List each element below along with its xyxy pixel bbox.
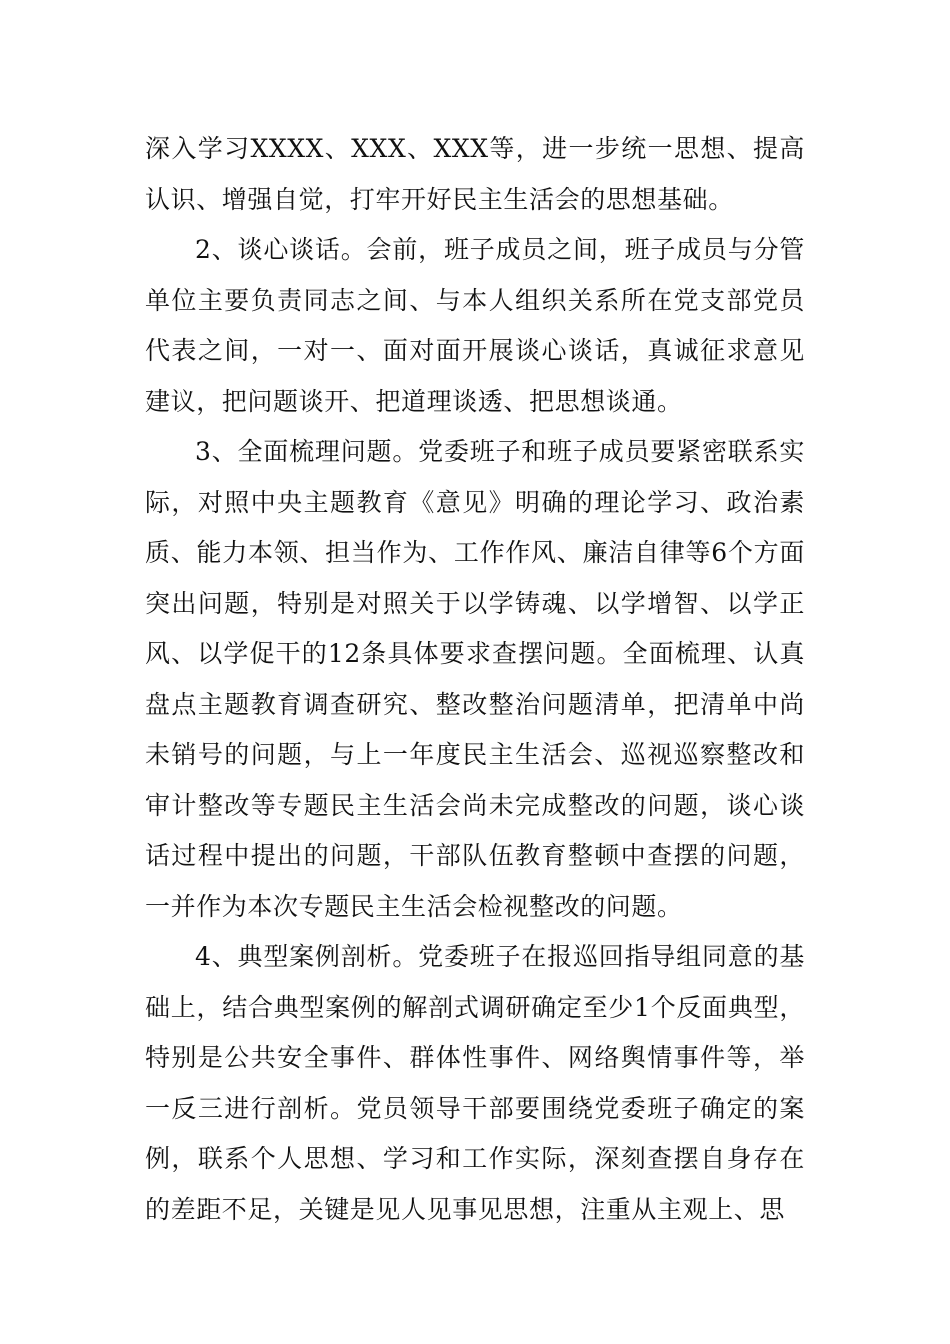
document-body <box>145 124 805 1235</box>
paragraph-typical-case-analysis: 4、典型案例剖析。党委班子在报巡回指导组同意的基础上，结合典型案例的解剖式调研确定至少1个反面典型，特别是公共安全事件、群体性事件、网络舆情事件等，举一反三进行剖析。党员领导干部要围绕党委班子确定的案例，联系个人思想、学习和工作实际，深刻查摆自身存在的差距不足，关键是见人见事见思想，注重从主观上、思 <box>145 942 805 1224</box>
paragraph-sort-out-problems: 3、全面梳理问题。党委班子和班子成员要紧密联系实际，对照中央主题教育《意见》明确的理论学习、政治素质、能力本领、担当作为、工作作风、廉洁自律等6个方面突出问题，特别是对照关于以学铸魂、以学增智、以学正风、以学促干的12条具体要求查摆问题。全面梳理、认真盘点主题教育调查研究、整改整治问题清单，把清单中尚未销号的问题，与上一年度民主生活会、巡视巡察整改和审计整改等专题民主生活会尚未完成整改的问题，谈心谈话过程中提出的问题，干部队伍教育整顿中查摆的问题，一并作为本次专题民主生活会检视整改的问题。 <box>145 437 805 921</box>
paragraph-continuation: 深入学习XXXX、XXX、XXX等，进一步统一思想、提高认识、增强自觉，打牢开好民主生活会的思想基础。 <box>145 134 805 214</box>
paragraph-heart-to-heart-talks: 2、谈心谈话。会前，班子成员之间，班子成员与分管单位主要负责同志之间、与本人组织关系所在党支部党员代表之间，一对一、面对面开展谈心谈话，真诚征求意见建议，把问题谈开、把道理谈透、把思想谈通。 <box>145 235 805 416</box>
